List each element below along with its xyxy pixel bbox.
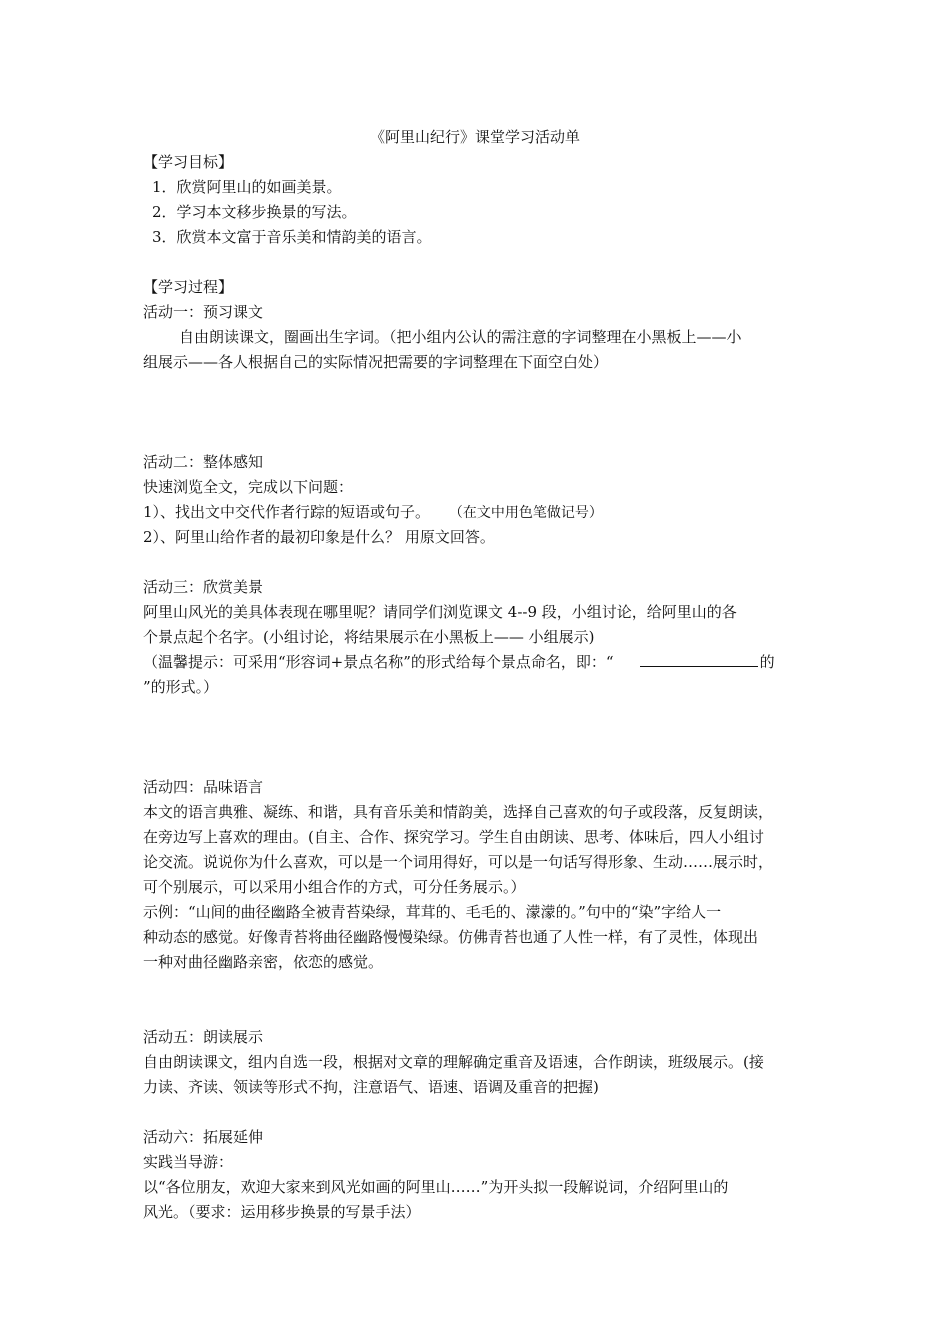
- activity-1-text: 自由朗读课文，圈画出生字词。（把小组内公认的需注意的字词整理在小黑板上——小: [179, 328, 742, 346]
- activity-3-tip: [143, 651, 775, 673]
- goal-item: 3．欣赏本文富于音乐美和情韵美的语言。: [152, 228, 432, 246]
- process-heading: 【学习过程】: [143, 278, 234, 296]
- activity-3-text: 阿里山风光的美具体表现在哪里呢？请同学们浏览课文 4--9 段，小组讨论，给阿里山的各: [143, 603, 737, 621]
- activity-4-text: 论交流。说说你为什么喜欢，可以是一个词用得好，可以是一句话写得形象、生动……展示时，: [143, 853, 774, 871]
- activity-2-question: [143, 501, 603, 524]
- activity-4-heading: 活动四：品味语言: [143, 778, 264, 796]
- goal-item: 2．学习本文移步换景的写法。: [152, 203, 357, 221]
- activity-6-text: 以“各位朋友，欢迎大家来到风光如画的阿里山……”为开头拟一段解说词，介绍阿里山的: [143, 1178, 729, 1196]
- activity-3-tip: ”的形式。）: [143, 678, 219, 696]
- activity-1-heading: 活动一：预习课文: [143, 303, 264, 321]
- activity-4-example: 种动态的感觉。好像青苔将曲径幽路慢慢染绿。仿佛青苔也通了人性一样，有了灵性，体现出: [143, 928, 759, 946]
- activity-4-text: 可个别展示，可以采用小组合作的方式，可分任务展示。）: [143, 878, 526, 896]
- activity-4-example: 一种对曲径幽路亲密，依恋的感觉。: [143, 953, 384, 971]
- activity-5-heading: 活动五：朗读展示: [143, 1028, 264, 1046]
- activity-3-heading: 活动三：欣赏美景: [143, 578, 264, 596]
- tip-text: （温馨提示：可采用“形容词+景点名称”的形式给每个景点命名，即：“: [143, 653, 614, 671]
- activity-4-example: 示例：“山间的曲径幽路全被青苔染绿，茸茸的、毛毛的、濛濛的。”句中的“染”字给人一: [143, 903, 722, 921]
- page-title: 《阿里山纪行》课堂学习活动单: [369, 128, 580, 146]
- goals-heading: 【学习目标】: [143, 153, 234, 171]
- activity-6-text: 风光。（要求：运用移步换景的写景手法）: [143, 1203, 421, 1221]
- activity-2-question: 2）、阿里山给作者的最初印象是什么？ 用原文回答。: [143, 528, 495, 546]
- activity-5-text: 力读、齐读、领读等形式不拘，注意语气、语速、语调及重音的把握): [143, 1078, 599, 1096]
- activity-3-text: 个景点起个名字。(小组讨论，将结果展示在小黑板上—— 小组展示): [143, 628, 595, 646]
- fill-blank[interactable]: [640, 652, 758, 667]
- tip-text: 的: [759, 653, 775, 671]
- activity-6-text: 实践当导游：: [143, 1153, 234, 1171]
- activity-1-text: 组展示——各人根据自己的实际情况把需要的字词整理在下面空白处）: [143, 353, 609, 371]
- activity-4-text: 在旁边写上喜欢的理由。(自主、合作、探究学习。学生自由朗读、思考、体味后，四人小组讨: [143, 828, 764, 846]
- question-note: （在文中用色笔做记号）: [448, 505, 603, 521]
- activity-6-heading: 活动六：拓展延伸: [143, 1128, 264, 1146]
- activity-5-text: 自由朗读课文，组内自选一段，根据对文章的理解确定重音及语速，合作朗读，班级展示。(接: [143, 1053, 764, 1071]
- goal-item: 1．欣赏阿里山的如画美景。: [152, 178, 342, 196]
- activity-2-text: 快速浏览全文，完成以下问题：: [143, 478, 354, 496]
- question-text: 1）、找出文中交代作者行踪的短语或句子。: [143, 503, 431, 521]
- activity-4-text: 本文的语言典雅、凝练、和谐，具有音乐美和情韵美，选择自己喜欢的句子或段落，反复朗读，: [143, 803, 774, 821]
- activity-2-heading: 活动二：整体感知: [143, 453, 264, 471]
